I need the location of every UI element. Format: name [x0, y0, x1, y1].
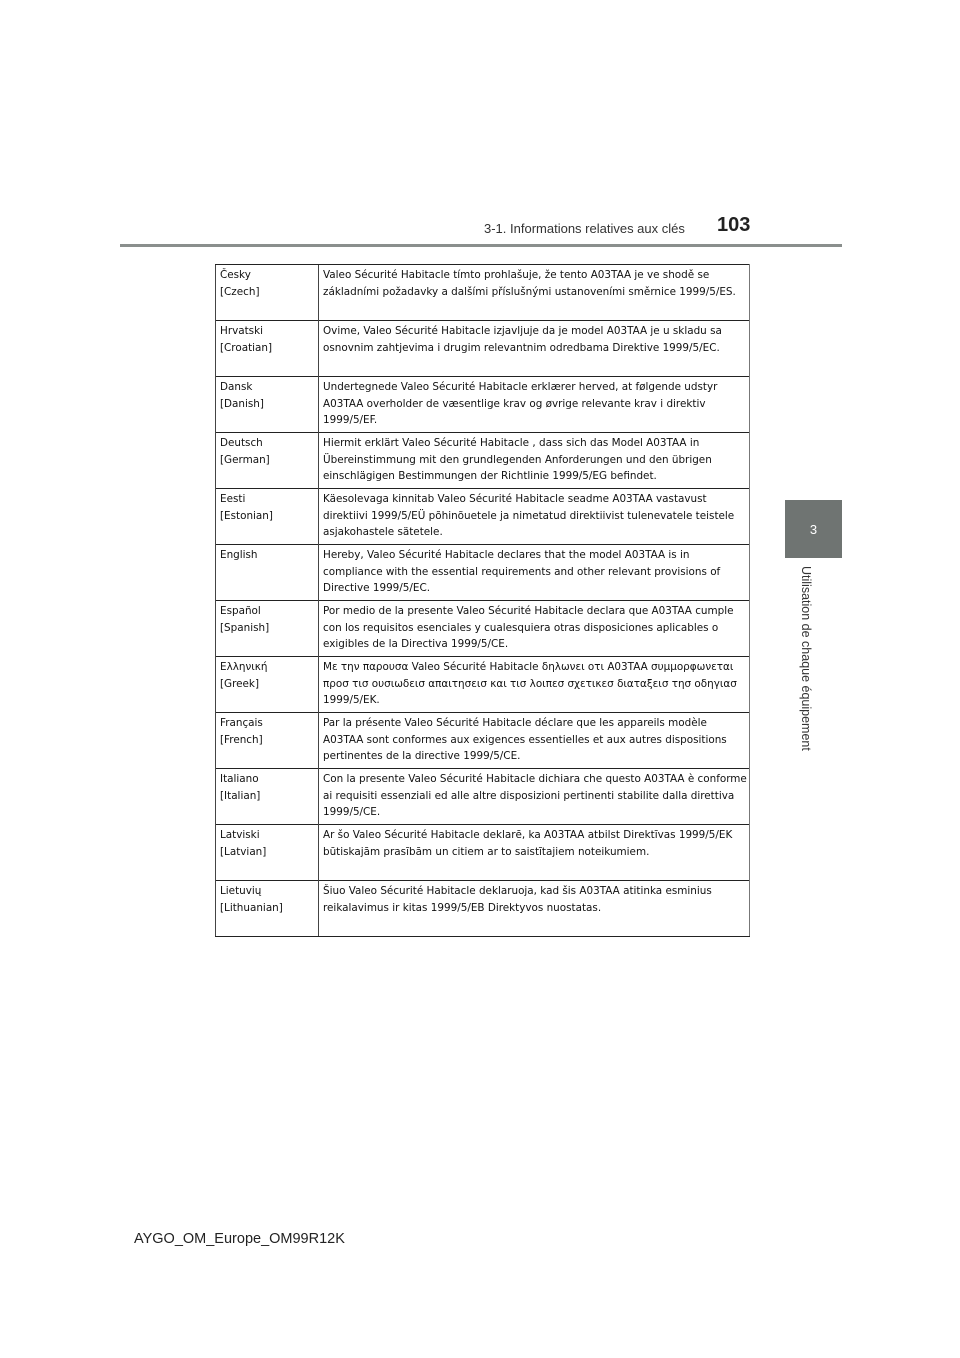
chapter-number: 3 [809, 521, 818, 537]
language-code: [Italian] [220, 789, 261, 802]
table-row [216, 601, 750, 657]
table-row [216, 321, 750, 377]
language-code: [Spanish] [220, 621, 270, 634]
language-name: English [220, 549, 258, 561]
language-cell [216, 713, 319, 769]
language-name: Español [220, 605, 261, 617]
declaration-text: Ovime, Valeo Sécurité Habitacle izjavljuje da je model A03TAA je u skladu sa osnovnim zahtjevima i drugim relevantnim odredbama Direktive 1999/5/EC. [319, 321, 750, 377]
language-name: Ελληνική [220, 661, 268, 673]
table-row [216, 545, 750, 601]
declaration-text: Ar šo Valeo Sécurité Habitacle deklarē, ka A03TAA atbilst Direktīvas 1999/5/EK būtiskajām prasībām un citiem ar to saistītajiem noteikumiem. [319, 825, 750, 881]
language-cell [216, 657, 319, 713]
declaration-text: Šiuo Valeo Sécurité Habitacle deklaruoja, kad šis A03TAA atitinka esminius reikalavimus ir kitas 1999/5/EB Direktyvos nuostatas. [319, 881, 750, 937]
language-cell [216, 321, 319, 377]
language-code: [Greek] [220, 677, 260, 690]
language-cell [216, 881, 319, 937]
document-id: AYGO_OM_Europe_OM99R12K [134, 1231, 345, 1247]
declaration-text: Por medio de la presente Valeo Sécurité Habitacle declara que A03TAA cumple con los requisitos esenciales y cualesquiera otras disposiciones aplicables o exigibles de la Directiva 1999/5/CE. [319, 601, 750, 657]
language-name: Hrvatski [220, 325, 263, 337]
declaration-text: Par la présente Valeo Sécurité Habitacle déclare que les appareils modèle A03TAA sont conformes aux exigences essentielles et aux autres dispositions pertinentes de la directive 1999/5/CE. [319, 713, 750, 769]
language-name: Deutsch [220, 437, 263, 449]
declaration-text: Undertegnede Valeo Sécurité Habitacle erklærer herved, at følgende udstyr A03TAA overholder de væsentlige krav og øvrige relevante krav i direktiv 1999/5/EF. [319, 377, 750, 433]
language-cell [216, 769, 319, 825]
language-name: Italiano [220, 773, 259, 785]
language-name: Lietuvių [220, 885, 262, 897]
section-title: 3-1. Informations relatives aux clés [484, 221, 685, 236]
declaration-text: Με την παρουσα Valeo Sécurité Habitacle δηλωνει οτι A03TAA συμμορφωνεται προσ τισ ουσιωδεισ απαιτησεισ και τισ λοιπεσ σχετικεσ διαταξεισ τησ οδηγιασ 1999/5/ΕΚ. [319, 657, 750, 713]
table-row [216, 881, 750, 937]
language-name: Latviski [220, 829, 260, 841]
table-row [216, 713, 750, 769]
language-code: [Croatian] [220, 341, 273, 354]
language-name: Français [220, 717, 263, 729]
header-rule [120, 244, 842, 247]
language-code: [Estonian] [220, 509, 273, 522]
table-row [216, 657, 750, 713]
language-name: Česky [220, 269, 251, 281]
table-row [216, 377, 750, 433]
table-row [216, 769, 750, 825]
table-row [216, 489, 750, 545]
language-code: [French] [220, 733, 263, 746]
language-code: [German] [220, 453, 270, 466]
chapter-tab [785, 500, 842, 558]
declaration-text: Valeo Sécurité Habitacle tímto prohlašuje, že tento A03TAA je ve shodě se základními požadavky a dalšími příslušnými ustanoveními směrnice 1999/5/ES. [319, 265, 750, 321]
table-row [216, 265, 750, 321]
declaration-table [215, 264, 750, 937]
language-cell [216, 265, 319, 321]
declaration-text: Hiermit erklärt Valeo Sécurité Habitacle , dass sich das Model A03TAA in Übereinstimmung mit den grundlegenden Anforderungen und den übrigen einschlägigen Bestimmungen der Richtlinie 1999/5/EG befindet. [319, 433, 750, 489]
declaration-text: Käesolevaga kinnitab Valeo Sécurité Habitacle seadme A03TAA vastavust direktiivi 1999/5/EÜ põhinõuetele ja nimetatud direktiivist tulenevatele teistele asjakohastele sätetele. [319, 489, 750, 545]
language-name: Dansk [220, 381, 253, 393]
language-name: Eesti [220, 493, 246, 505]
language-code: [Latvian] [220, 845, 267, 858]
language-cell [216, 601, 319, 657]
page-number: 103 [717, 214, 751, 236]
table-row [216, 825, 750, 881]
language-code: [Czech] [220, 285, 260, 298]
declaration-text: Hereby, Valeo Sécurité Habitacle declares that the model A03TAA is in compliance with the essential requirements and other relevant provisions of Directive 1999/5/EC. [319, 545, 750, 601]
table-row [216, 433, 750, 489]
chapter-label: Utilisation de chaque équipement [799, 566, 813, 751]
language-cell [216, 377, 319, 433]
language-cell [216, 825, 319, 881]
language-code: [Danish] [220, 397, 264, 410]
declaration-text: Con la presente Valeo Sécurité Habitacle dichiara che questo A03TAA è conforme ai requisiti essenziali ed alle altre disposizioni pertinenti stabilite dalla direttiva 1999/5/CE. [319, 769, 750, 825]
language-cell [216, 433, 319, 489]
language-code: [Lithuanian] [220, 901, 283, 914]
language-cell [216, 489, 319, 545]
language-cell [216, 545, 319, 601]
